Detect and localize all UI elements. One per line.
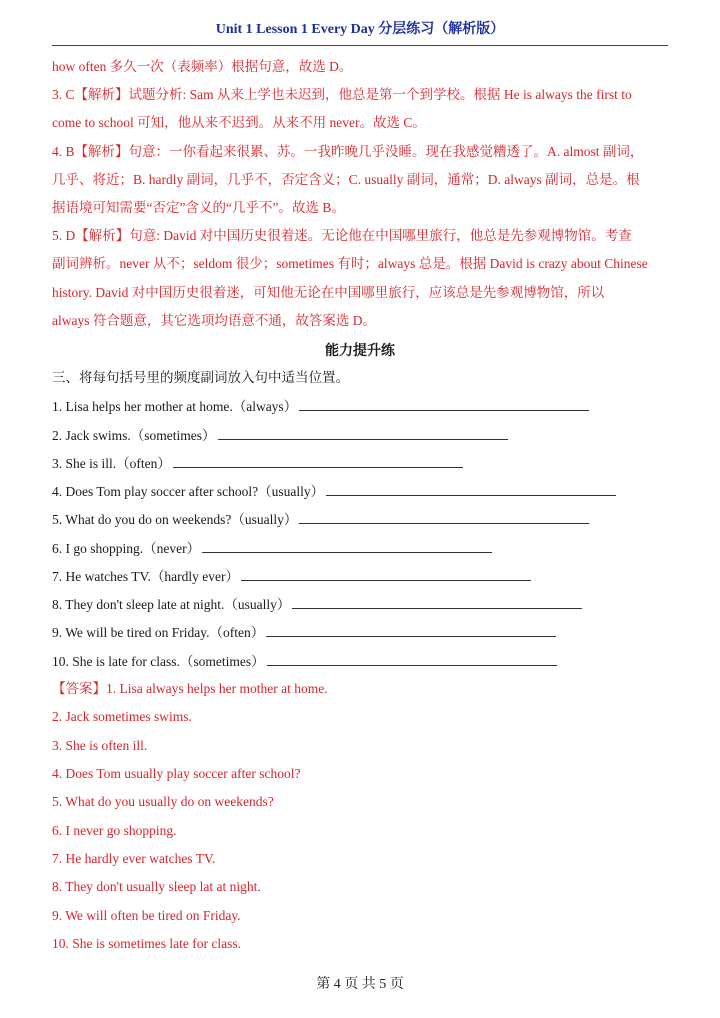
analysis-line: 据语境可知需要“否定”含义的“几乎不”。故选 B。 <box>52 200 345 215</box>
analysis-line: 4. B【解析】句意：一你看起来很累、苏。一我昨晚几乎没睡。现在我感觉糟透了。A. almost 副词， <box>52 144 644 159</box>
question-item <box>52 652 670 671</box>
question-text: 8. They don't sleep late at night.（usually） <box>52 597 291 612</box>
question-text: 4. Does Tom play soccer after school?（usually） <box>52 484 325 499</box>
answer-blank[interactable] <box>202 539 492 553</box>
question-text: 6. I go shopping.（never） <box>52 541 201 556</box>
answer-line: 3. She is often ill. <box>52 738 148 753</box>
question-text: 10. She is late for class.（sometimes） <box>52 654 265 669</box>
answer-line: 5. What do you usually do on weekends? <box>52 794 274 809</box>
answer-line: 7. He hardly ever watches TV. <box>52 851 216 866</box>
question-text: 7. He watches TV.（hardly ever） <box>52 569 239 584</box>
analysis-line: 3. C【解析】试题分析: Sam 从来上学也未迟到，他总是第一个到学校。根据 He is always the first to <box>52 87 632 102</box>
question-text: 1. Lisa helps her mother at home.（always） <box>52 399 298 414</box>
answer-line: 6. I never go shopping. <box>52 823 177 838</box>
question-text: 9. We will be tired on Friday.（often） <box>52 625 265 640</box>
question-item <box>52 567 670 586</box>
page-header-title: Unit 1 Lesson 1 Every Day 分层练习（解析版） <box>215 22 505 37</box>
question-text: 3. She is ill.（often） <box>52 456 171 471</box>
answer-line: 2. Jack sometimes swims. <box>52 709 192 724</box>
answer-line: 10. She is sometimes late for class. <box>52 936 241 951</box>
answer-blank[interactable] <box>218 426 508 440</box>
answer-blank[interactable] <box>173 454 463 468</box>
answer-blank[interactable] <box>241 567 531 581</box>
section-title: 能力提升练 <box>325 344 395 359</box>
analysis-line: always 符合题意，其它选项均语意不通，故答案选 D。 <box>52 313 376 328</box>
question-item <box>52 510 670 529</box>
question-item <box>52 426 670 445</box>
answer-blank[interactable] <box>326 482 616 496</box>
answer-line: 【答案】1. Lisa always helps her mother at home. <box>52 681 328 696</box>
question-item <box>52 595 670 614</box>
section-instruction: 三、将每句括号里的频度副词放入句中适当位置。 <box>52 370 349 385</box>
answer-blank[interactable] <box>267 652 557 666</box>
analysis-line: 几乎、将近；B. hardly 副词，几乎不，否定含义；C. usually 副词，通常；D. always 副词，总是。根 <box>52 172 640 187</box>
analysis-line: 副词辨析。never 从不；seldom 很少；sometimes 有时；always 总是。根据 David is crazy about Chinese <box>52 256 648 271</box>
question-item <box>52 454 670 473</box>
question-item <box>52 482 670 501</box>
page-number: 第 4 页 共 5 页 <box>316 977 404 992</box>
question-item <box>52 397 670 416</box>
answer-blank[interactable] <box>266 623 556 637</box>
question-text: 5. What do you do on weekends?（usually） <box>52 512 298 527</box>
answer-blank[interactable] <box>292 595 582 609</box>
answer-line: 4. Does Tom usually play soccer after school? <box>52 766 301 781</box>
answer-blank[interactable] <box>299 397 589 411</box>
analysis-line: come to school 可知，他从来不迟到。从来不用 never。故选 C。 <box>52 115 426 130</box>
answer-line: 9. We will often be tired on Friday. <box>52 908 241 923</box>
answer-blank[interactable] <box>299 510 589 524</box>
header-divider <box>52 45 668 46</box>
question-item <box>52 623 670 642</box>
analysis-line: history. David 对中国历史很着迷，可知他无论在中国哪里旅行，应该总是先参观博物馆，所以 <box>52 285 605 300</box>
question-text: 2. Jack swims.（sometimes） <box>52 428 216 443</box>
analysis-line: how often 多久一次（表频率）根据句意，故选 D。 <box>52 59 353 74</box>
analysis-line: 5. D【解析】句意: David 对中国历史很着迷。无论他在中国哪里旅行，他总是先参观博物馆。考查 <box>52 228 632 243</box>
question-item <box>52 539 670 558</box>
answer-line: 8. They don't usually sleep lat at night. <box>52 879 261 894</box>
